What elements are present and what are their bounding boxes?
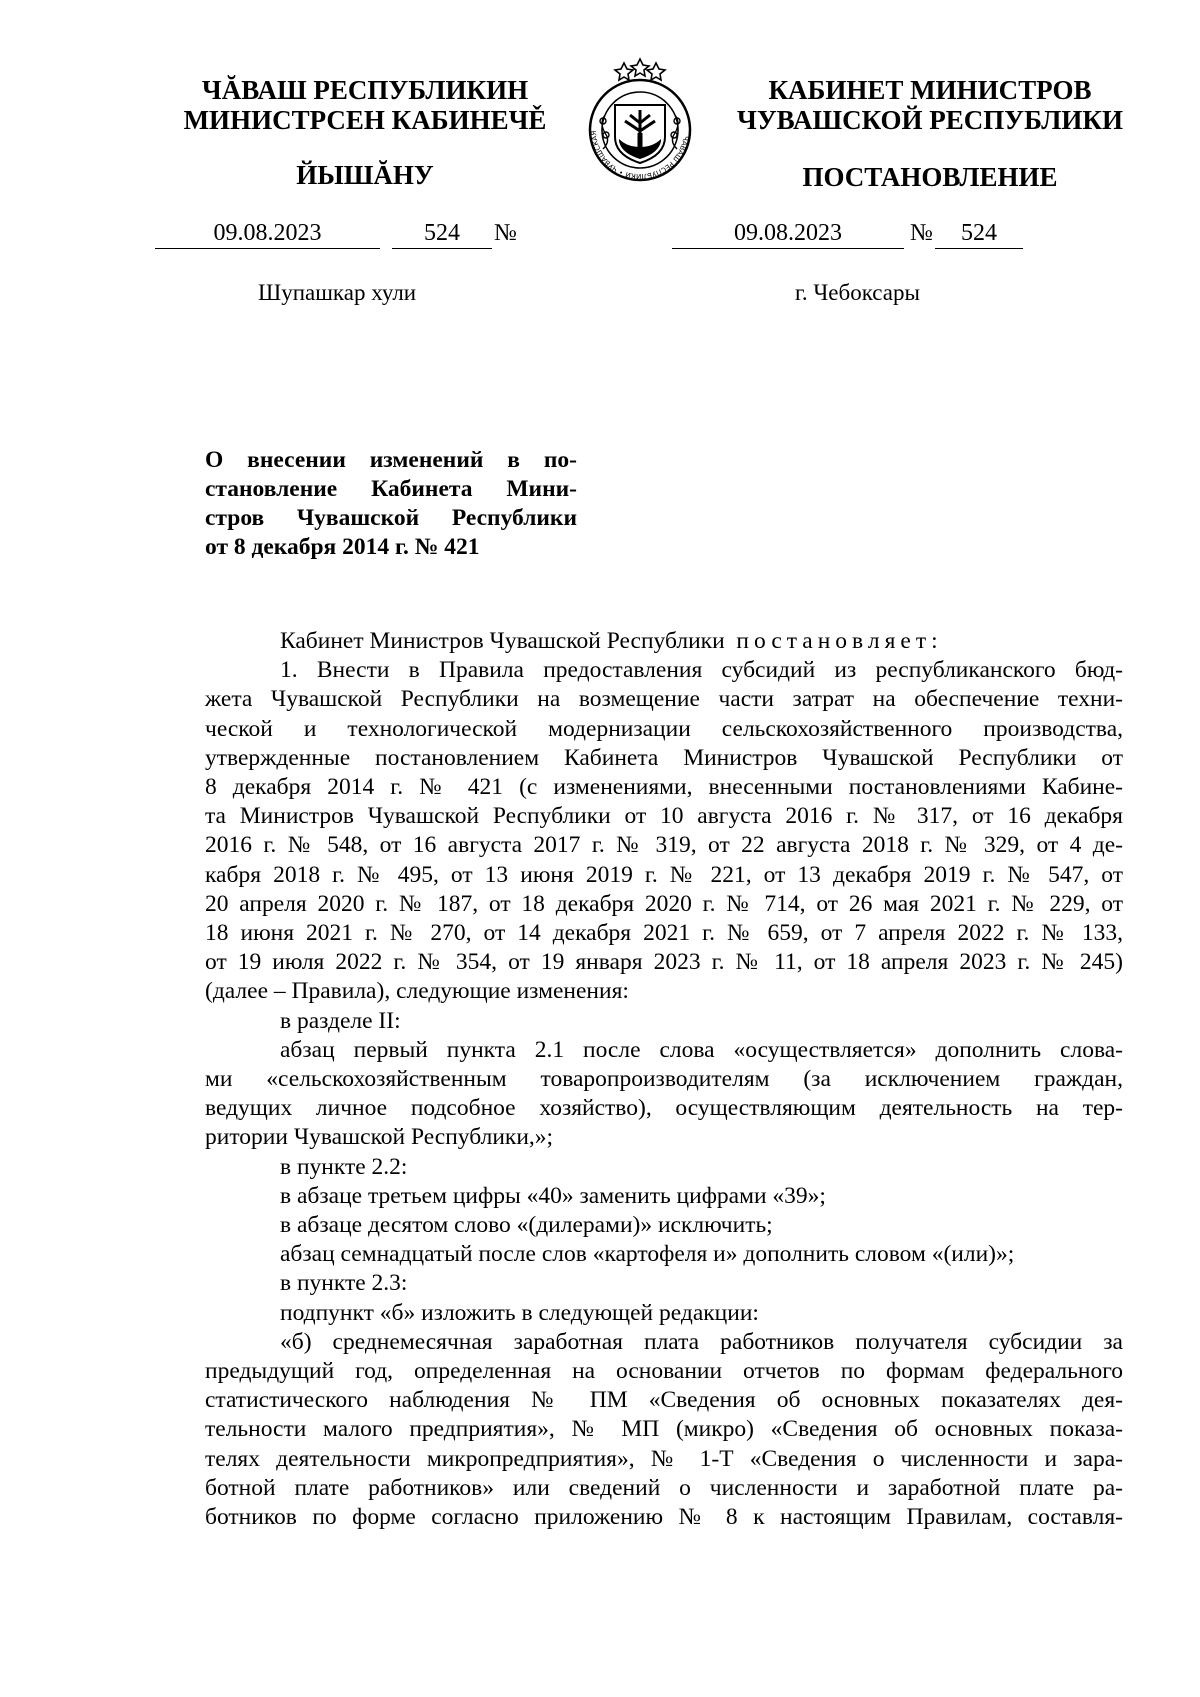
body-line: подпункт «б» изложить в следующей редакции: (280, 1299, 759, 1326)
body-line: абзац семнадцатый после слов «картофеля и» дополнить словом «(или)»; (280, 1241, 1015, 1268)
header-right-doc-type: ПОСТАНОВЛЕНИЕ (802, 162, 1058, 192)
body-line: абзац первый пункта 2.1 после слова «осуществляется» дополнить слова- (280, 1036, 1123, 1063)
header-right-line1: КАБИНЕТ МИНИСТРОВ (768, 75, 1092, 105)
document-body (205, 627, 1123, 1532)
body-line: телях деятельности микропредприятия», № 1-Т «Сведения о численности и зара- (205, 1445, 1123, 1472)
header-left-line1: ЧĂВАШ РЕСПУБЛИКИН (201, 75, 529, 105)
header-right-title (730, 75, 1130, 135)
body-line: утвержденные постановлением Кабинета Министров Чувашской Республики от (205, 744, 1123, 771)
header-left-title (175, 75, 555, 135)
body-line: та Министров Чувашской Республики от 10 августа 2016 г. № 317, от 16 декабря (205, 803, 1123, 830)
body-line: тельности малого предприятия», № МП (микро) «Сведения об основных показа- (205, 1416, 1123, 1443)
intro-line (205, 627, 1123, 656)
body-line: ведущих личное подсобное хозяйство), осуществляющим деятельность на тер- (205, 1095, 1123, 1122)
right-number-underline (935, 248, 1023, 249)
body-line: «б) среднемесячная заработная плата работников получателя субсидии за (280, 1328, 1123, 1355)
left-number-underline (392, 248, 492, 249)
subject-line: стров Чувашской Республики (205, 505, 577, 531)
body-line: в абзаце десятом слово «(дилерами)» исключить; (280, 1212, 773, 1239)
body-line: ботной плате работников» или сведений о численности и заработной плате ра- (205, 1474, 1123, 1501)
left-date: 09.08.2023 (213, 220, 322, 246)
header-right-line2: ЧУВАШСКОЙ РЕСПУБЛИКИ (737, 105, 1123, 135)
body-line: жета Чувашской Республики на возмещение части затрат на обеспечение техни- (205, 686, 1123, 713)
body-line: в пункте 2.3: (280, 1270, 408, 1297)
body-line: предыдущий год, определенная на основании отчетов по формам федерального (205, 1358, 1123, 1385)
body-line: ритории Чувашской Республики,»; (205, 1124, 554, 1151)
place-left: Шупашкар хули (258, 280, 417, 305)
left-date-underline (155, 248, 380, 249)
left-number: 524 (424, 220, 460, 246)
body-line: кабря 2018 г. № 495, от 13 июня 2019 г. № 221, от 13 декабря 2019 г. № 547, от (205, 861, 1123, 888)
intro-prefix: Кабинет Министров Чувашской Республики (280, 628, 725, 654)
place-right: г. Чебоксары (795, 280, 920, 305)
body-line: 8 декабря 2014 г. № 421 (с изменениями, внесенными постановлениями Кабине- (205, 774, 1123, 801)
body-line: 20 апреля 2020 г. № 187, от 18 декабря 2020 г. № 714, от 26 мая 2021 г. № 229, от (205, 890, 1123, 917)
right-date-underline (672, 248, 904, 249)
body-line: 2016 г. № 548, от 16 августа 2017 г. № 319, от 22 августа 2018 г. № 329, от 4 де- (205, 832, 1123, 859)
body-line: ческой и технологической модернизации сельскохозяйственного производства, (205, 715, 1123, 742)
left-number-sign: № (494, 220, 517, 246)
header-left-line2: МИНИСТРСЕН КАБИНЕЧĚ (183, 105, 547, 135)
subject-line: от 8 декабря 2014 г. № 421 (205, 534, 480, 560)
body-line: ботников по форме согласно приложению № 8 к настоящим Правилам, составля- (205, 1504, 1123, 1531)
subject-line: становление Кабинета Мини- (205, 476, 577, 502)
body-line: в пункте 2.2: (280, 1153, 408, 1180)
body-line: ми «сельскохозяйственным товаропроизводителям (за исключением граждан, (205, 1066, 1123, 1093)
document-subject (205, 446, 577, 562)
body-line: 18 июня 2021 г. № 270, от 14 декабря 2021 г. № 659, от 7 апреля 2022 г. № 133, (205, 920, 1123, 947)
right-number: 524 (961, 220, 997, 246)
subject-line: О внесении изменений в по- (205, 447, 577, 473)
right-date: 09.08.2023 (734, 220, 842, 246)
body-line: в разделе II: (280, 1007, 401, 1034)
emblem-ring-text: ЧĂВАШ РЕСПУБЛИКИ • ЧУВАШСКАЯ (589, 130, 690, 181)
body-line: (далее – Правила), следующие изменения: (205, 978, 629, 1005)
body-line: статистического наблюдения № ПМ «Сведения об основных показателях дея- (205, 1387, 1123, 1414)
body-line: в абзаце третьем цифры «40» заменить цифрами «39»; (280, 1182, 826, 1209)
chuvash-coat-of-arms-icon (575, 55, 705, 185)
body-line: 1. Внести в Правила предоставления субсидий из республиканского бюд- (280, 657, 1123, 684)
right-number-sign: № (910, 220, 933, 246)
intro-decree-word: постановляет: (736, 628, 943, 654)
body-line: от 19 июля 2022 г. № 354, от 19 января 2023 г. № 11, от 18 апреля 2023 г. № 245) (205, 949, 1123, 976)
header-left-doc-type: ЙЫШĂНУ (296, 160, 434, 190)
